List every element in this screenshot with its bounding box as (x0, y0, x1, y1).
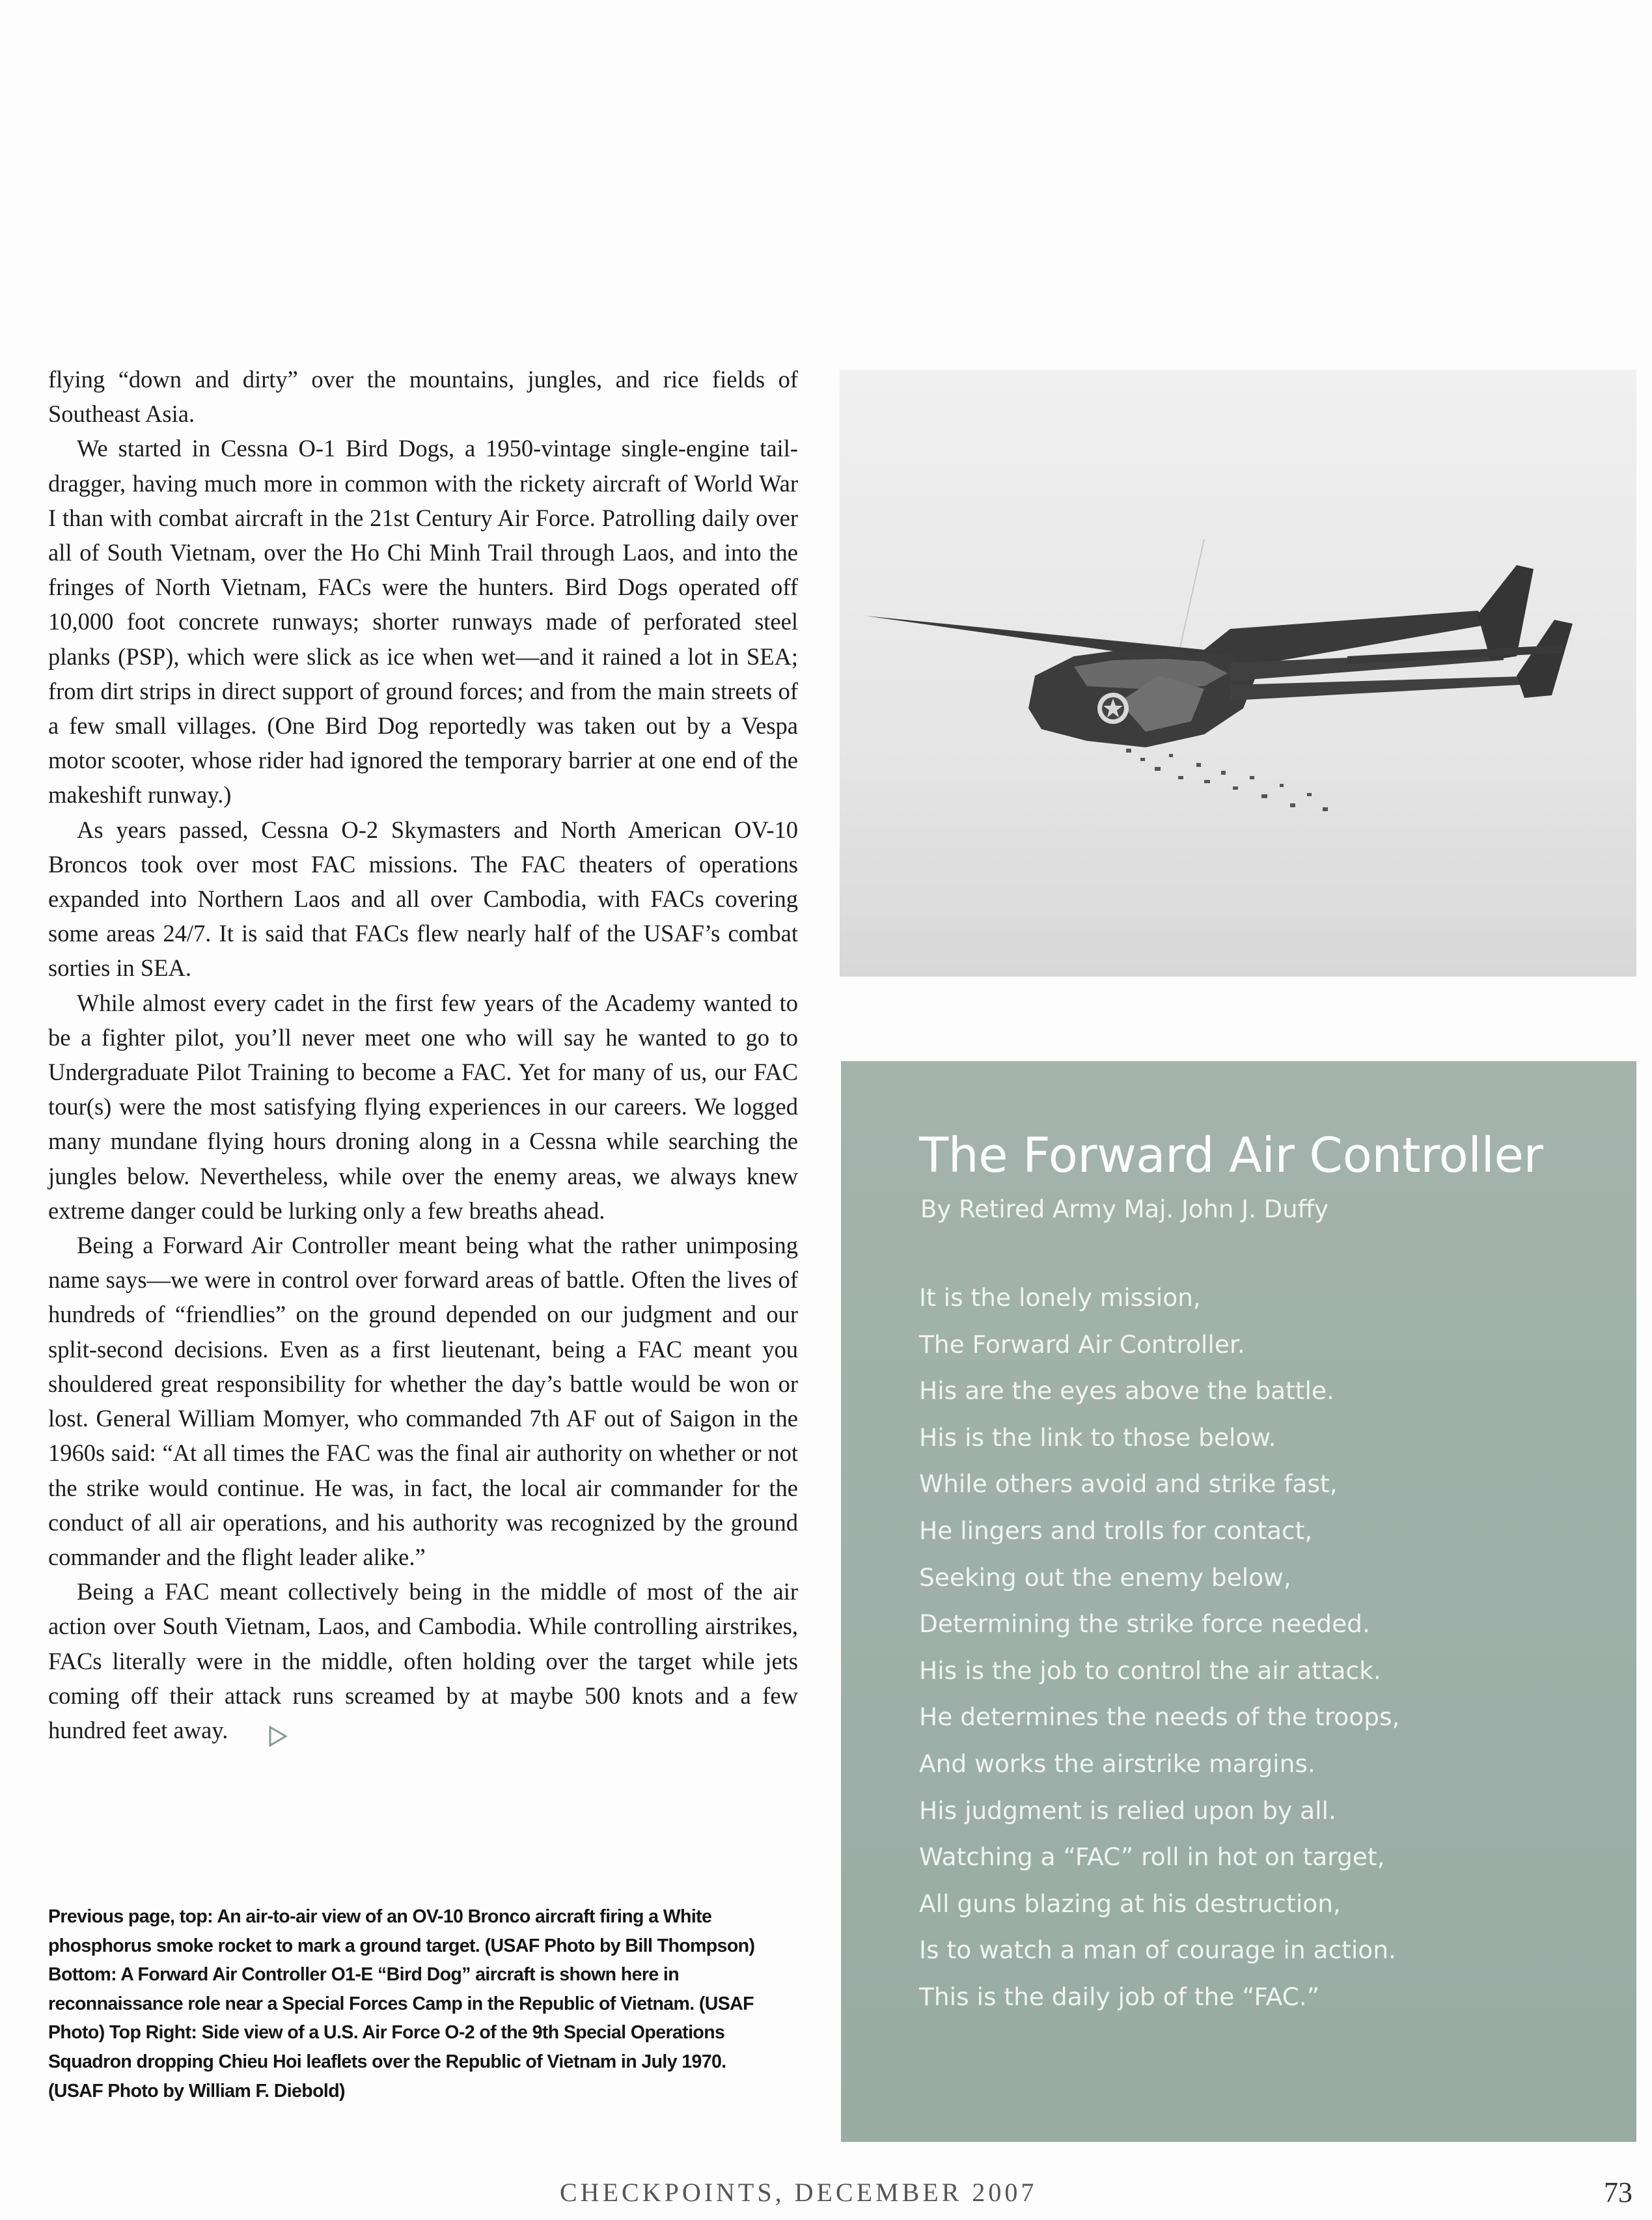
poem-line: It is the lonely mission, (919, 1283, 1201, 1312)
poem-line: Is to watch a man of courage in action. (919, 1936, 1396, 1965)
article-paragraph-last (48, 1574, 798, 1747)
article-body (48, 362, 798, 1747)
poem-lines (919, 1275, 1399, 2021)
poem-line: His is the job to control the air attack. (919, 1656, 1381, 1685)
poem-line: The Forward Air Controller. (919, 1329, 1245, 1359)
aircraft-photo (840, 370, 1636, 977)
poem-sidebar (841, 1061, 1636, 2142)
poem-line: Determining the strike force needed. (919, 1609, 1370, 1639)
poem-line: He determines the needs of the troops, (919, 1702, 1400, 1732)
poem-line: And works the airstrike margins. (919, 1749, 1315, 1778)
photo-caption: Previous page, top: An air-to-air view of an OV-10 Bronco aircraft firing a White phosphorus smoke rocket to mark a ground target. (USAF Photo by Bill Thompson) Bottom: A Forward Air Controller O1-E “Bird Dog” aircraft is shown here in reconnaissance role near a Special Forces Camp in the Republic of Vietnam. (USAF Photo) Top Right: Side view of a U.S. Air Force O-2 of the 9th Special Operations Squadron dropping Chieu Hoi leaflets over the Republic of Vietnam in July 1970. (USAF Photo by William F. Diebold) (48, 1906, 755, 2102)
poem-line: This is the daily job of the “FAC.” (919, 1982, 1320, 2011)
page-number: 73 (1604, 2176, 1632, 2208)
poem-line: His are the eyes above the battle. (919, 1376, 1334, 1406)
article-paragraph-text: Being a FAC meant collectively being in the middle of most of the air action over South Vietnam, Laos, and Cambodia. While controlling airstrikes, FACs literally were in the middle, often holding over the target while jets coming off their attack runs screamed by at maybe 500 knots and a few hundred feet away. (48, 1578, 798, 1743)
article-paragraph: As years passed, Cessna O-2 Skymasters and North American OV-10 Broncos took over most FAC missions. The FAC theaters of operations expanded into Northern Laos and all over Cambodia, with FACs covering some areas 24/7. It is said that FACs flew nearly half of the USAF’s combat sorties in SEA. (48, 816, 798, 982)
continue-arrow-icon (240, 1722, 259, 1744)
poem-line: All guns blazing at his destruction, (919, 1889, 1341, 1918)
article-paragraph: flying “down and dirty” over the mountains, jungles, and rice fields of Southeast Asia. (48, 366, 798, 428)
poem-line: His judgment is relied upon by all. (919, 1796, 1336, 1825)
article-paragraph: While almost every cadet in the first few years of the Academy wanted to be a fighter pilot, you’ll never meet one who will say he wanted to go to Undergraduate Pilot Training to become a FAC. Yet for many of us, our FAC tour(s) were the most satisfying flying experiences in our careers. We logged many mundane flying hours droning along in a Cessna while searching the jungles below. Nevertheless, while over the enemy areas, we always knew extreme danger could be lurking only a few breaths ahead. (48, 989, 798, 1224)
poem-line: He lingers and trolls for contact, (919, 1516, 1313, 1545)
poem-title: The Forward Air Controller (919, 1128, 1543, 1184)
poem-byline: By Retired Army Maj. John J. Duffy (920, 1195, 1328, 1223)
poem-line: Seeking out the enemy below, (919, 1562, 1291, 1592)
article-paragraph: Being a Forward Air Controller meant being what the rather unimposing name says—we were in control over forward areas of battle. Often the lives of hundreds of “friendlies” on the ground depended on our judgment and our split-second decisions. Even as a first lieutenant, being a FAC meant you shouldered great responsibility for whether the day’s battle would be won or lost. General William Momyer, who commanded 7th AF out of Saigon in the 1960s said: “At all times the FAC was the final air authority on whether or not the strike would continue. He was, in fact, the local air commander for the conduct of all air operations, and his authority was recognized by the ground commander and the flight leader alike.” (48, 1232, 798, 1570)
article-paragraph: We started in Cessna O-1 Bird Dogs, a 1950-vintage single-engine tail-dragger, having much more in common with the rickety aircraft of World War I than with combat aircraft in the 21st Century Air Force. Patrolling daily over all of South Vietnam, over the Ho Chi Minh Trail through Laos, and into the fringes of North Vietnam, FACs were the hunters. Bird Dogs operated off 10,000 foot concrete runways; shorter runways made of perforated steel planks (PSP), which were slick as ice when wet—and it rained a lot in SEA; from dirt strips in direct support of ground forces; and from the main streets of a few small villages. (One Bird Dog reportedly was taken out by a Vespa motor scooter, whose rider had ignored the temporary barrier at one end of the makeshift runway.) (48, 435, 798, 809)
poem-line: His is the link to those below. (919, 1422, 1276, 1452)
poem-line: Watching a “FAC” roll in hot on target, (919, 1842, 1385, 1872)
poem-line: While others avoid and strike fast, (919, 1469, 1338, 1499)
publication-footer: CHECKPOINTS, DECEMBER 2007 (560, 2178, 1038, 2207)
